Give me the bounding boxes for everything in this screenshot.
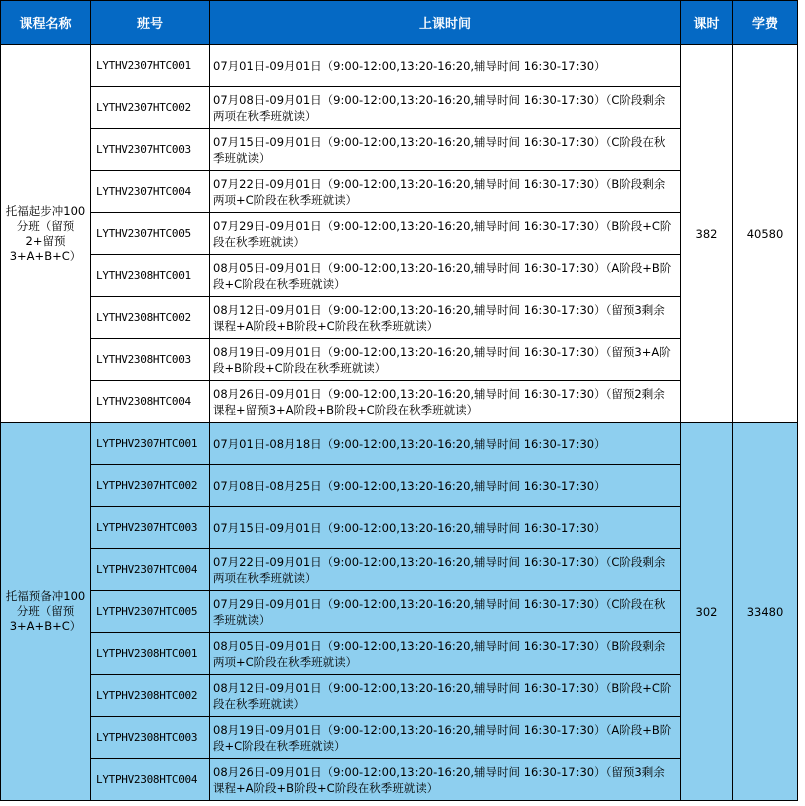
header-course-name: 课程名称 bbox=[1, 1, 91, 45]
class-no-cell: LYTHV2308HTC002 bbox=[91, 297, 210, 339]
course-group-2 bbox=[1, 423, 798, 801]
schedule-text: 07月29日-09月01日（9:00-12:00,13:20-16:20,辅导时间 16:30-17:30）（B阶段+C阶段在秋季班就读） bbox=[213, 218, 672, 249]
table-row bbox=[1, 759, 798, 801]
schedule-text: 07月01日-09月01日（9:00-12:00,13:20-16:20,辅导时间 16:30-17:30） bbox=[213, 58, 606, 73]
table-row bbox=[1, 255, 798, 297]
table-row bbox=[1, 339, 798, 381]
class-no-cell: LYTHV2307HTC003 bbox=[91, 129, 210, 171]
table-row bbox=[1, 717, 798, 759]
table-row bbox=[1, 507, 798, 549]
course-name-cell: 托福预备冲100分班（留预3+A+B+C） bbox=[1, 423, 91, 801]
fee-cell: 33480 bbox=[733, 423, 798, 801]
class-no-cell: LYTHV2308HTC004 bbox=[91, 381, 210, 423]
schedule-cell bbox=[210, 675, 681, 717]
schedule-text: 07月15日-09月01日（9:00-12:00,13:20-16:20,辅导时间 16:30-17:30）（C阶段在秋季班就读） bbox=[213, 134, 666, 165]
schedule-cell bbox=[210, 759, 681, 801]
schedule-text: 08月26日-09月01日（9:00-12:00,13:20-16:20,辅导时间 16:30-17:30）（留预2剩余课程+留预3+A阶段+B阶段+C阶段在秋季班就读） bbox=[213, 386, 665, 417]
schedule-text: 07月15日-09月01日（9:00-12:00,13:20-16:20,辅导时间 16:30-17:30） bbox=[213, 520, 606, 535]
schedule-cell bbox=[210, 255, 681, 297]
class-no-cell: LYTPHV2307HTC003 bbox=[91, 507, 210, 549]
schedule-cell bbox=[210, 129, 681, 171]
schedule-cell bbox=[210, 381, 681, 423]
schedule-cell bbox=[210, 45, 681, 87]
header-schedule: 上课时间 bbox=[210, 1, 681, 45]
class-no-cell: LYTHV2307HTC002 bbox=[91, 87, 210, 129]
table-row bbox=[1, 549, 798, 591]
fee-cell: 40580 bbox=[733, 45, 798, 423]
table-row bbox=[1, 87, 798, 129]
table-row bbox=[1, 423, 798, 465]
schedule-text: 08月12日-09月01日（9:00-12:00,13:20-16:20,辅导时间 16:30-17:30）（B阶段+C阶段在秋季班就读） bbox=[213, 680, 672, 711]
schedule-text: 07月01日-08月18日（9:00-12:00,13:20-16:20,辅导时间 16:30-17:30） bbox=[213, 436, 606, 451]
table-row bbox=[1, 591, 798, 633]
schedule-text: 08月19日-09月01日（9:00-12:00,13:20-16:20,辅导时间 16:30-17:30）（留预3+A阶段+B阶段+C阶段在秋季班就读） bbox=[213, 344, 671, 375]
class-no-cell: LYTHV2307HTC004 bbox=[91, 171, 210, 213]
schedule-text: 08月19日-09月01日（9:00-12:00,13:20-16:20,辅导时间 16:30-17:30）（A阶段+B阶段+C阶段在秋季班就读） bbox=[213, 722, 672, 753]
table-row bbox=[1, 633, 798, 675]
schedule-text: 08月12日-09月01日（9:00-12:00,13:20-16:20,辅导时间 16:30-17:30）（留预3剩余课程+A阶段+B阶段+C阶段在秋季班就读） bbox=[213, 302, 665, 333]
schedule-text: 08月05日-09月01日（9:00-12:00,13:20-16:20,辅导时间 16:30-17:30）（A阶段+B阶段+C阶段在秋季班就读） bbox=[213, 260, 672, 291]
schedule-text: 07月22日-09月01日（9:00-12:00,13:20-16:20,辅导时间 16:30-17:30）（C阶段剩余两项在秋季班就读） bbox=[213, 554, 666, 585]
class-no-cell: LYTHV2307HTC001 bbox=[91, 45, 210, 87]
class-no-cell: LYTHV2308HTC001 bbox=[91, 255, 210, 297]
schedule-text: 08月05日-09月01日（9:00-12:00,13:20-16:20,辅导时间 16:30-17:30）（B阶段剩余两项+C阶段在秋季班就读） bbox=[213, 638, 666, 669]
class-no-cell: LYTPHV2308HTC001 bbox=[91, 633, 210, 675]
schedule-cell bbox=[210, 549, 681, 591]
class-no-cell: LYTHV2308HTC003 bbox=[91, 339, 210, 381]
course-group-1 bbox=[1, 45, 798, 423]
schedule-cell bbox=[210, 591, 681, 633]
class-no-cell: LYTPHV2308HTC004 bbox=[91, 759, 210, 801]
table-row bbox=[1, 465, 798, 507]
table-row bbox=[1, 381, 798, 423]
header-row bbox=[1, 1, 798, 45]
schedule-cell bbox=[210, 507, 681, 549]
table-row bbox=[1, 297, 798, 339]
schedule-cell bbox=[210, 297, 681, 339]
schedule-cell bbox=[210, 213, 681, 255]
table-row bbox=[1, 45, 798, 87]
schedule-text: 07月08日-09月01日（9:00-12:00,13:20-16:20,辅导时间 16:30-17:30）（C阶段剩余两项在秋季班就读） bbox=[213, 92, 666, 123]
schedule-cell bbox=[210, 87, 681, 129]
table-row bbox=[1, 675, 798, 717]
schedule-text: 07月29日-09月01日（9:00-12:00,13:20-16:20,辅导时间 16:30-17:30）（C阶段在秋季班就读） bbox=[213, 596, 666, 627]
table-row bbox=[1, 171, 798, 213]
header-class-no: 班号 bbox=[91, 1, 210, 45]
schedule-cell bbox=[210, 633, 681, 675]
schedule-cell bbox=[210, 423, 681, 465]
class-no-cell: LYTPHV2307HTC005 bbox=[91, 591, 210, 633]
schedule-text: 08月26日-09月01日（9:00-12:00,13:20-16:20,辅导时间 16:30-17:30）（留预3剩余课程+A阶段+B阶段+C阶段在秋季班就读） bbox=[213, 764, 665, 795]
header-fee: 学费 bbox=[733, 1, 798, 45]
class-no-cell: LYTPHV2308HTC003 bbox=[91, 717, 210, 759]
class-no-cell: LYTPHV2307HTC001 bbox=[91, 423, 210, 465]
hours-cell: 302 bbox=[681, 423, 733, 801]
class-no-cell: LYTPHV2307HTC004 bbox=[91, 549, 210, 591]
class-no-cell: LYTPHV2307HTC002 bbox=[91, 465, 210, 507]
schedule-text: 07月22日-09月01日（9:00-12:00,13:20-16:20,辅导时间 16:30-17:30）（B阶段剩余两项+C阶段在秋季班就读） bbox=[213, 176, 666, 207]
schedule-text: 07月08日-08月25日（9:00-12:00,13:20-16:20,辅导时间 16:30-17:30） bbox=[213, 478, 606, 493]
course-name-cell: 托福起步冲100分班（留预2+留预3+A+B+C） bbox=[1, 45, 91, 423]
hours-cell: 382 bbox=[681, 45, 733, 423]
schedule-cell bbox=[210, 717, 681, 759]
class-no-cell: LYTPHV2308HTC002 bbox=[91, 675, 210, 717]
header-hours: 课时 bbox=[681, 1, 733, 45]
schedule-cell bbox=[210, 465, 681, 507]
table-row bbox=[1, 213, 798, 255]
class-no-cell: LYTHV2307HTC005 bbox=[91, 213, 210, 255]
schedule-cell bbox=[210, 339, 681, 381]
schedule-cell bbox=[210, 171, 681, 213]
table-row bbox=[1, 129, 798, 171]
